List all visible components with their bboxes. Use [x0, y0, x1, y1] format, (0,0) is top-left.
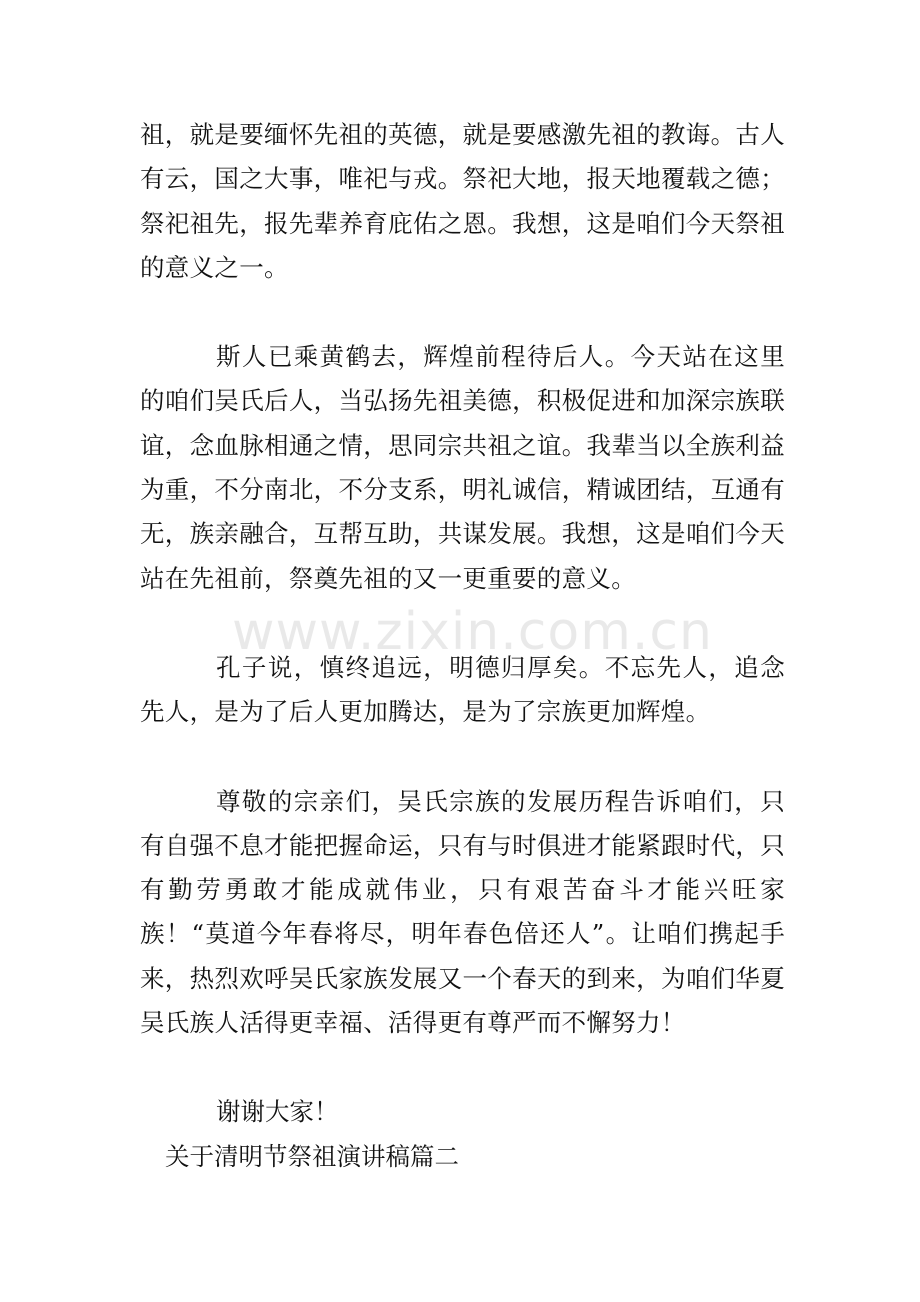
paragraph-1: 祖，就是要缅怀先祖的英德，就是要感激先祖的教诲。古人有云，国之大事，唯祀与戎。祭祀大地，报天地覆载之德；祭祀祖先，报先辈养育庇佑之恩。我想，这是咱们今天祭祖的意义之一。: [140, 120, 785, 282]
paragraph-gap: [140, 601, 785, 646]
next-section-title: 关于清明节祭祖演讲稿篇二: [165, 1141, 459, 1171]
document-body: [140, 113, 785, 1179]
closing-line: 谢谢大家！: [216, 1097, 339, 1127]
paragraph-4: 尊敬的宗亲们，吴氏宗族的发展历程告诉咱们，只有自强不息才能把握命运，只有与时俱进才能紧跟时代，只有勤劳勇敢才能成就伟业，只有艰苦奋斗才能兴旺家族！“莫道今年春将尽，明年春色倍还人”。让咱们携起手来，热烈欢呼吴氏家族发展又一个春天的到来，为咱们华夏吴氏族人活得更幸福、活得更有尊严而不懈努力！: [140, 786, 785, 1038]
watermark-text: www.zixin.com.cn: [232, 602, 713, 662]
paragraph-gap: [140, 290, 785, 335]
paragraph-gap: [140, 735, 785, 780]
paragraph-2: 斯人已乘黄鹤去，辉煌前程待后人。今天站在这里的咱们吴氏后人，当弘扬先祖美德，积极促进和加深宗族联谊，念血脉相通之情，思同宗共祖之谊。我辈当以全族利益为重，不分南北，不分支系，明礼诚信，精诚团结，互通有无，族亲融合，互帮互助，共谋发展。我想，这是咱们今天站在先祖前，祭奠先祖的又一更重要的意义。: [140, 342, 785, 593]
paragraph-3: 孔子说，慎终追远，明德归厚矣。不忘先人，追念先人，是为了后人更加腾达，是为了宗族更加辉煌。: [140, 652, 785, 727]
